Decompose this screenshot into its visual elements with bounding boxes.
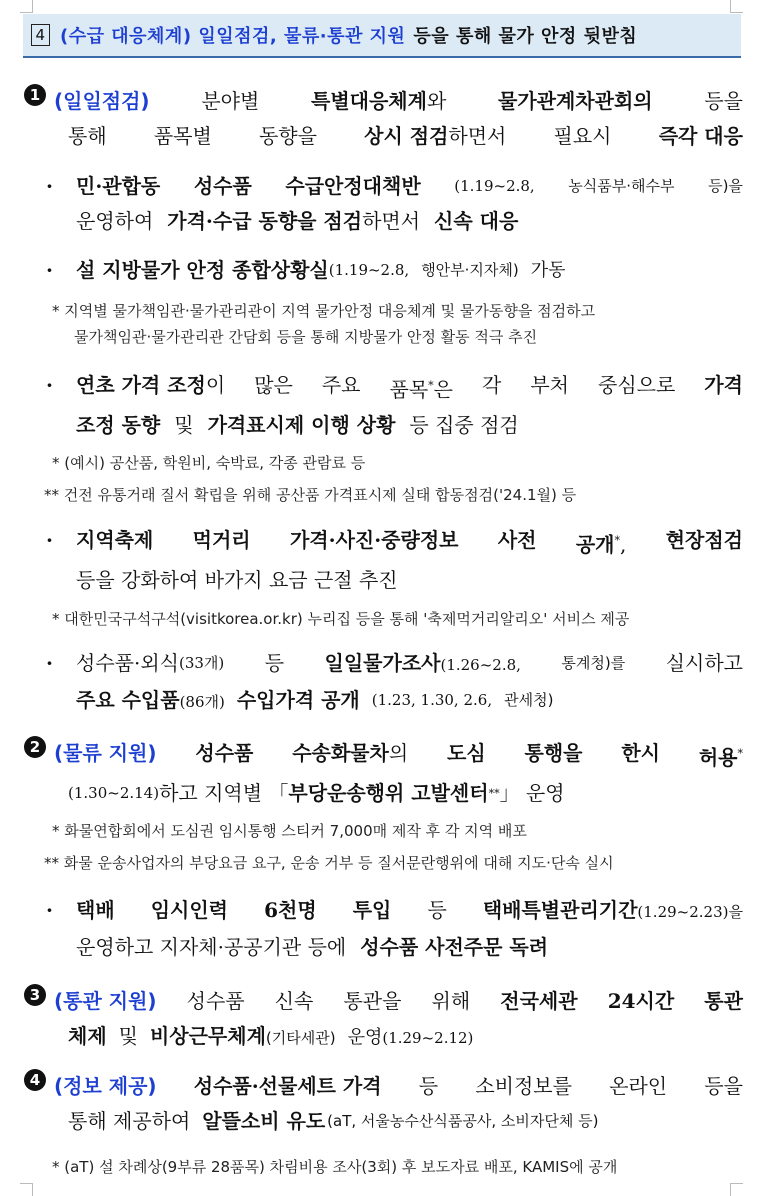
text: (1.19~2.8, (454, 177, 535, 195)
text: 등 (427, 898, 447, 922)
text: 일일물가조사 (324, 651, 441, 675)
text: 연초 가격 조정 (76, 373, 206, 397)
bullet-icon: · (46, 174, 53, 198)
text: 수송화물차 (292, 741, 389, 765)
text: 통관 (704, 989, 743, 1013)
item-2 (24, 736, 743, 811)
text: 특별대응체계 (311, 89, 427, 113)
text: 운영하여 (76, 209, 154, 233)
text: 각 (482, 373, 502, 397)
text: 현장점검 (665, 528, 743, 552)
line (46, 930, 743, 965)
text: 성수품 (193, 174, 252, 198)
text: 가격·수급 동향을 점검 (167, 209, 363, 233)
text: 중심으로 (598, 373, 676, 397)
bullet-1-2 (46, 253, 743, 288)
bullet-icon: · (46, 898, 53, 922)
text: 부처 (530, 373, 569, 397)
text: 운영하고 지자체·공공기관 등에 (76, 935, 347, 959)
text: 등 (264, 651, 285, 675)
item-1-line-2 (24, 119, 743, 154)
text: 소비정보를 (475, 1074, 572, 1098)
text: (기타세관) (265, 1029, 336, 1047)
footnote: * 대한민국구석구석(visitkorea.or.kr) 누리집 등을 통해 '축제먹거리알리오' 서비스 제공 (52, 610, 630, 628)
text: * (737, 747, 743, 760)
number-4-icon: 4 (24, 1069, 46, 1091)
text: 성수품 사전주문 독려 (360, 935, 549, 959)
text: * (428, 379, 434, 392)
text: (1.26~2.8, (440, 656, 521, 674)
text: 주요 수입품 (76, 688, 180, 712)
text: 전국세관 (500, 989, 578, 1013)
text: 운영 (347, 1027, 383, 1048)
bullet-icon: · (46, 651, 53, 675)
text: (1.23, 1.30, 2.6, (371, 691, 493, 709)
bullet-1-4 (46, 523, 743, 598)
text: 실시하고 (665, 651, 743, 675)
text: 물가관계차관회의 (498, 89, 653, 113)
text: , (619, 532, 627, 557)
text: 행안부·지자체) (421, 261, 519, 279)
text: 등 (418, 1074, 439, 1098)
text: 알뜰소비 유도 (202, 1109, 326, 1133)
text: 이 (205, 373, 226, 397)
text: 수입가격 공개 (236, 688, 360, 712)
text: 24시간 (607, 989, 675, 1013)
text: 가동 (530, 260, 566, 281)
text: 하고 지역별 「 (159, 780, 289, 805)
line (46, 893, 743, 930)
footnote: * (aT) 설 차례상(9부류 28품목) 차림비용 조사(3회) 후 보도자료 배포, KAMIS에 공개 (52, 1158, 618, 1176)
text: 와 (426, 89, 447, 113)
text: * (614, 534, 620, 547)
text: 가격 (704, 373, 743, 397)
text: 동향을 (258, 124, 317, 148)
text: 통행을 (524, 741, 583, 765)
text: (1.19~2.8, (328, 261, 410, 279)
footnote: * 화물연합회에서 도심권 임시통행 스티커 7,000매 제작 후 각 지역 배포 (52, 822, 527, 840)
text: 상시 점검 (364, 124, 449, 148)
text: 비상근무체계 (149, 1024, 266, 1048)
line (46, 368, 743, 408)
text: 위해 (431, 989, 471, 1013)
text: 성수품·선물세트 가격 (193, 1074, 382, 1098)
text: 투입 (352, 898, 392, 922)
text: 의 (388, 741, 409, 765)
text: 및 (174, 412, 194, 437)
corner-mark (730, 1183, 743, 1196)
text: 및 (118, 1024, 138, 1048)
text: 많은 (254, 373, 293, 397)
text: 등을 강화하여 바가지 요금 근절 추진 (76, 567, 398, 592)
text: 온라인 (609, 1074, 668, 1098)
text: 은 (433, 377, 453, 402)
text: 하면서 (362, 209, 421, 233)
corner-mark (20, 1183, 33, 1196)
text: 6천명 (264, 898, 317, 922)
line (46, 408, 743, 443)
item-4 (24, 1069, 743, 1139)
text: 임시인력 (150, 898, 228, 922)
text: 체제 (68, 1024, 107, 1048)
text: 먹거리 (192, 528, 251, 552)
label: (일일점검) (54, 89, 150, 113)
text: 품목별 (153, 124, 212, 148)
section-header (23, 14, 741, 58)
text: 통계청)를 (561, 654, 626, 672)
text: 분야별 (201, 89, 260, 113)
line (24, 1019, 743, 1056)
bullet-icon: · (46, 373, 53, 397)
text: 한시 (621, 741, 660, 765)
text: 등 집중 점검 (409, 412, 519, 437)
footnote: 물가책임관·물가관리관 간담회 등을 통해 지방물가 안정 활동 적극 추진 (74, 328, 538, 346)
line (46, 204, 743, 239)
text: 수급안정대책반 (285, 174, 421, 198)
text: 조정 동향 (76, 412, 161, 437)
text: (33개) (178, 654, 225, 672)
line (24, 1104, 743, 1139)
text: 도심 (447, 741, 486, 765)
text: 택배특별관리기간 (482, 898, 638, 922)
text: 민·관합동 (76, 174, 161, 198)
line (46, 253, 743, 288)
text: 하면서 (448, 124, 507, 148)
bullet-1-5 (46, 646, 743, 720)
bullet-1-1 (46, 169, 743, 239)
text: 품목 (389, 377, 429, 402)
line (24, 1069, 743, 1104)
text: 등을 (704, 89, 743, 113)
text: 신속 대응 (434, 209, 519, 233)
bullet-icon: · (46, 528, 53, 552)
text: 농식품부·해수부 (568, 177, 675, 195)
text: 통해 제공하여 (68, 1109, 191, 1133)
text: 즉각 대응 (658, 124, 743, 148)
item-1-line-1 (24, 84, 743, 119)
line (46, 169, 743, 204)
label: (물류 지원) (54, 741, 157, 765)
header-highlight: (수급 대응체계) 일일점검, 물류·통관 지원 (60, 26, 406, 47)
text: 신속 (274, 989, 314, 1013)
text: 가격·사진·중량정보 (289, 528, 459, 552)
text: 택배 (76, 898, 115, 922)
footnote: * (예시) 공산품, 학원비, 숙박료, 각종 관람료 등 (52, 454, 366, 472)
text: ** (488, 786, 500, 800)
corner-mark (730, 0, 743, 13)
text: 공개 (575, 532, 615, 557)
section-number: 4 (31, 24, 50, 46)
text: (1.29~2.12) (382, 1029, 474, 1047)
text: 등)을 (708, 177, 743, 195)
bullet-2-1 (46, 893, 743, 965)
footnote: * 지역별 물가책임관·물가관리관이 지역 물가안정 대응체계 및 물가동향을 점검하고 (52, 302, 596, 320)
line (46, 683, 743, 720)
text: 부당운송행위 고발센터 (288, 780, 489, 805)
bullet-1-3 (46, 368, 743, 443)
corner-mark (20, 0, 33, 13)
number-2-icon: 2 (24, 736, 46, 758)
line (24, 776, 743, 811)
text: 가격표시제 이행 상황 (207, 412, 396, 437)
number-3-icon: 3 (24, 984, 46, 1006)
text: 필요시 (553, 124, 612, 148)
text: (1.30~2.14) (68, 783, 160, 802)
footnote: ** 건전 유통거래 질서 확립을 위해 공산품 가격표시제 실태 합동점검('24.1월) 등 (44, 486, 577, 504)
text: 통관을 (343, 989, 402, 1013)
line (46, 563, 743, 598)
line (46, 523, 743, 563)
text: (86개) (179, 693, 225, 711)
text: 성수품·외식 (76, 651, 179, 675)
text: 사전 (497, 528, 537, 552)
label: (정보 제공) (54, 1074, 157, 1098)
number-1-icon: 1 (24, 84, 46, 106)
item-1 (24, 84, 743, 154)
text: (1.29~2.23)을 (637, 903, 743, 921)
text: (aT, 서울농수산식품공사, 소비자단체 등) (327, 1112, 599, 1130)
footnote: ** 화물 운송사업자의 부당요금 요구, 운송 거부 등 질서문란행위에 대해 지도·단속 실시 (44, 854, 614, 872)
text: 주요 (321, 373, 361, 397)
text: 지역축제 (76, 528, 154, 552)
line (24, 736, 743, 776)
text: 성수품 (195, 741, 254, 765)
text: 허용 (698, 745, 738, 770)
bullet-icon: · (46, 258, 53, 282)
line (24, 984, 743, 1019)
label: (통관 지원) (54, 989, 157, 1013)
line (46, 646, 743, 683)
text: 통해 (68, 124, 107, 148)
text: 관세청) (504, 691, 554, 709)
text: 」 운영 (499, 780, 565, 805)
text: 성수품 (186, 989, 245, 1013)
text: 등을 (704, 1074, 743, 1098)
text: 설 지방물가 안정 종합상황실 (76, 258, 329, 282)
item-3 (24, 984, 743, 1056)
header-text: 등을 통해 물가 안정 뒷받침 (413, 26, 638, 47)
